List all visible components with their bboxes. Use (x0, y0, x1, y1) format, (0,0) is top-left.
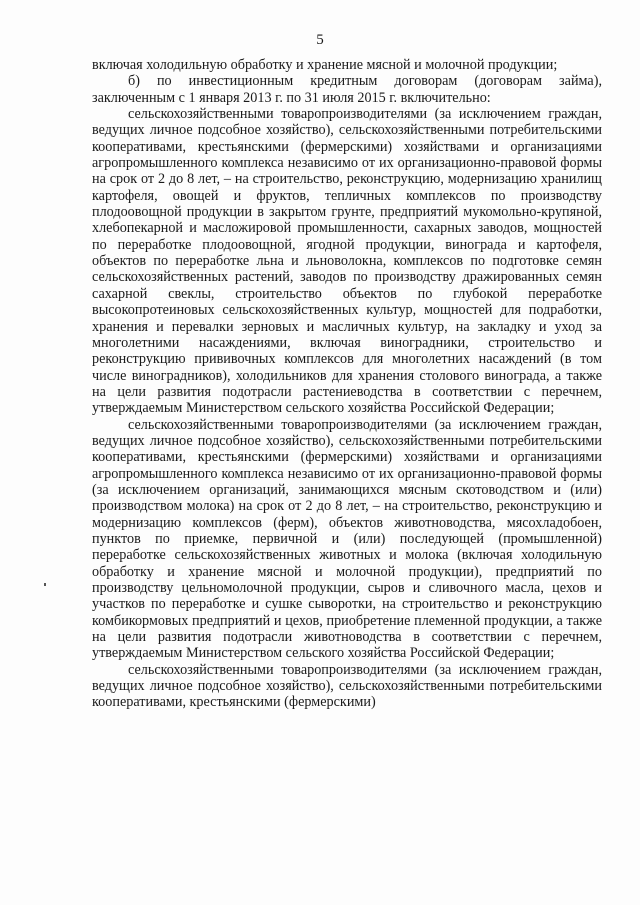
paragraph-crop-production: сельскохозяйственными товаропроизводителями (за исключением граждан, ведущих личное подсобное хозяйство), сельскохозяйственными потребительскими кооперативами, крестьянскими (фермерскими) хозяйствами и организациями агропромышленного комплекса независимо от их организационно-правовой формы на срок от 2 до 8 лет, – на строительство, реконструкцию, модернизацию хранилищ картофеля, овощей и фруктов, тепличных комплексов по производству плодоовощной продукции в закрытом грунте, предприятий мукомольно-крупяной, хлебопекарной и масложировой промышленности, сахарных заводов, мощностей по переработке плодоовощной, ягодной продукции, винограда и картофеля, объектов по переработке льна и льноволокна, комплексов по подготовке семян сельскохозяйственных растений, заводов по производству дражированных семян сахарной свеклы, строительство объектов по глубокой переработке высокопротеиновых сельскохозяйственных культур, мощностей для подработки, хранения и перевалки зерновых и масличных культур, на закладку и уход за многолетними насаждениями, включая виноградники, строительство и реконструкцию прививочных комплексов для многолетних насаждений (в том числе виноградников), холодильников для хранения столового винограда, а также на цели развития подотрасли растениеводства в соответствии с перечнем, утверждаемым Министерством сельского хозяйства Российской Федерации; (92, 106, 602, 417)
scan-speck (44, 583, 46, 586)
paragraph-continuation: включая холодильную обработку и хранение мясной и молочной продукции; (92, 57, 558, 73)
paragraph-trailing: сельскохозяйственными товаропроизводителями (за исключением граждан, ведущих личное подсобное хозяйство), сельскохозяйственными потребительскими кооперативами, крестьянскими (фермерскими) (92, 661, 602, 711)
paragraph-item-b: б) по инвестиционным кредитным договорам (договорам займа), заключенным с 1 января 2013 г. по 31 июля 2015 г. включительно: (92, 73, 602, 106)
page-number: 5 (316, 32, 324, 48)
document-body (92, 57, 602, 711)
paragraph-livestock: сельскохозяйственными товаропроизводителями (за исключением граждан, ведущих личное подсобное хозяйство), сельскохозяйственными потребительскими кооперативами, крестьянскими (фермерскими) хозяйствами и организациями агропромышленного комплекса независимо от их организационно-правовой формы (за исключением организаций, занимающихся мясным скотоводством и (или) производством молока) на срок от 2 до 8 лет, – на строительство, реконструкцию и модернизацию комплексов (ферм), объектов животноводства, мясохладобоен, пунктов по приемке, первичной и (или) последующей (промышленной) переработке сельскохозяйственных животных и молока (включая холодильную обработку и хранение мясной и молочной продукции), предприятий по производству цельномолочной продукции, сыров и сливочного масла, цехов и участков по переработке и сушке сыворотки, на строительство и реконструкцию комбикормовых предприятий и цехов, приобретение племенной продукции, а также на цели развития подотрасли животноводства в соответствии с перечнем, утверждаемым Министерством сельского хозяйства Российской Федерации; (92, 416, 602, 662)
